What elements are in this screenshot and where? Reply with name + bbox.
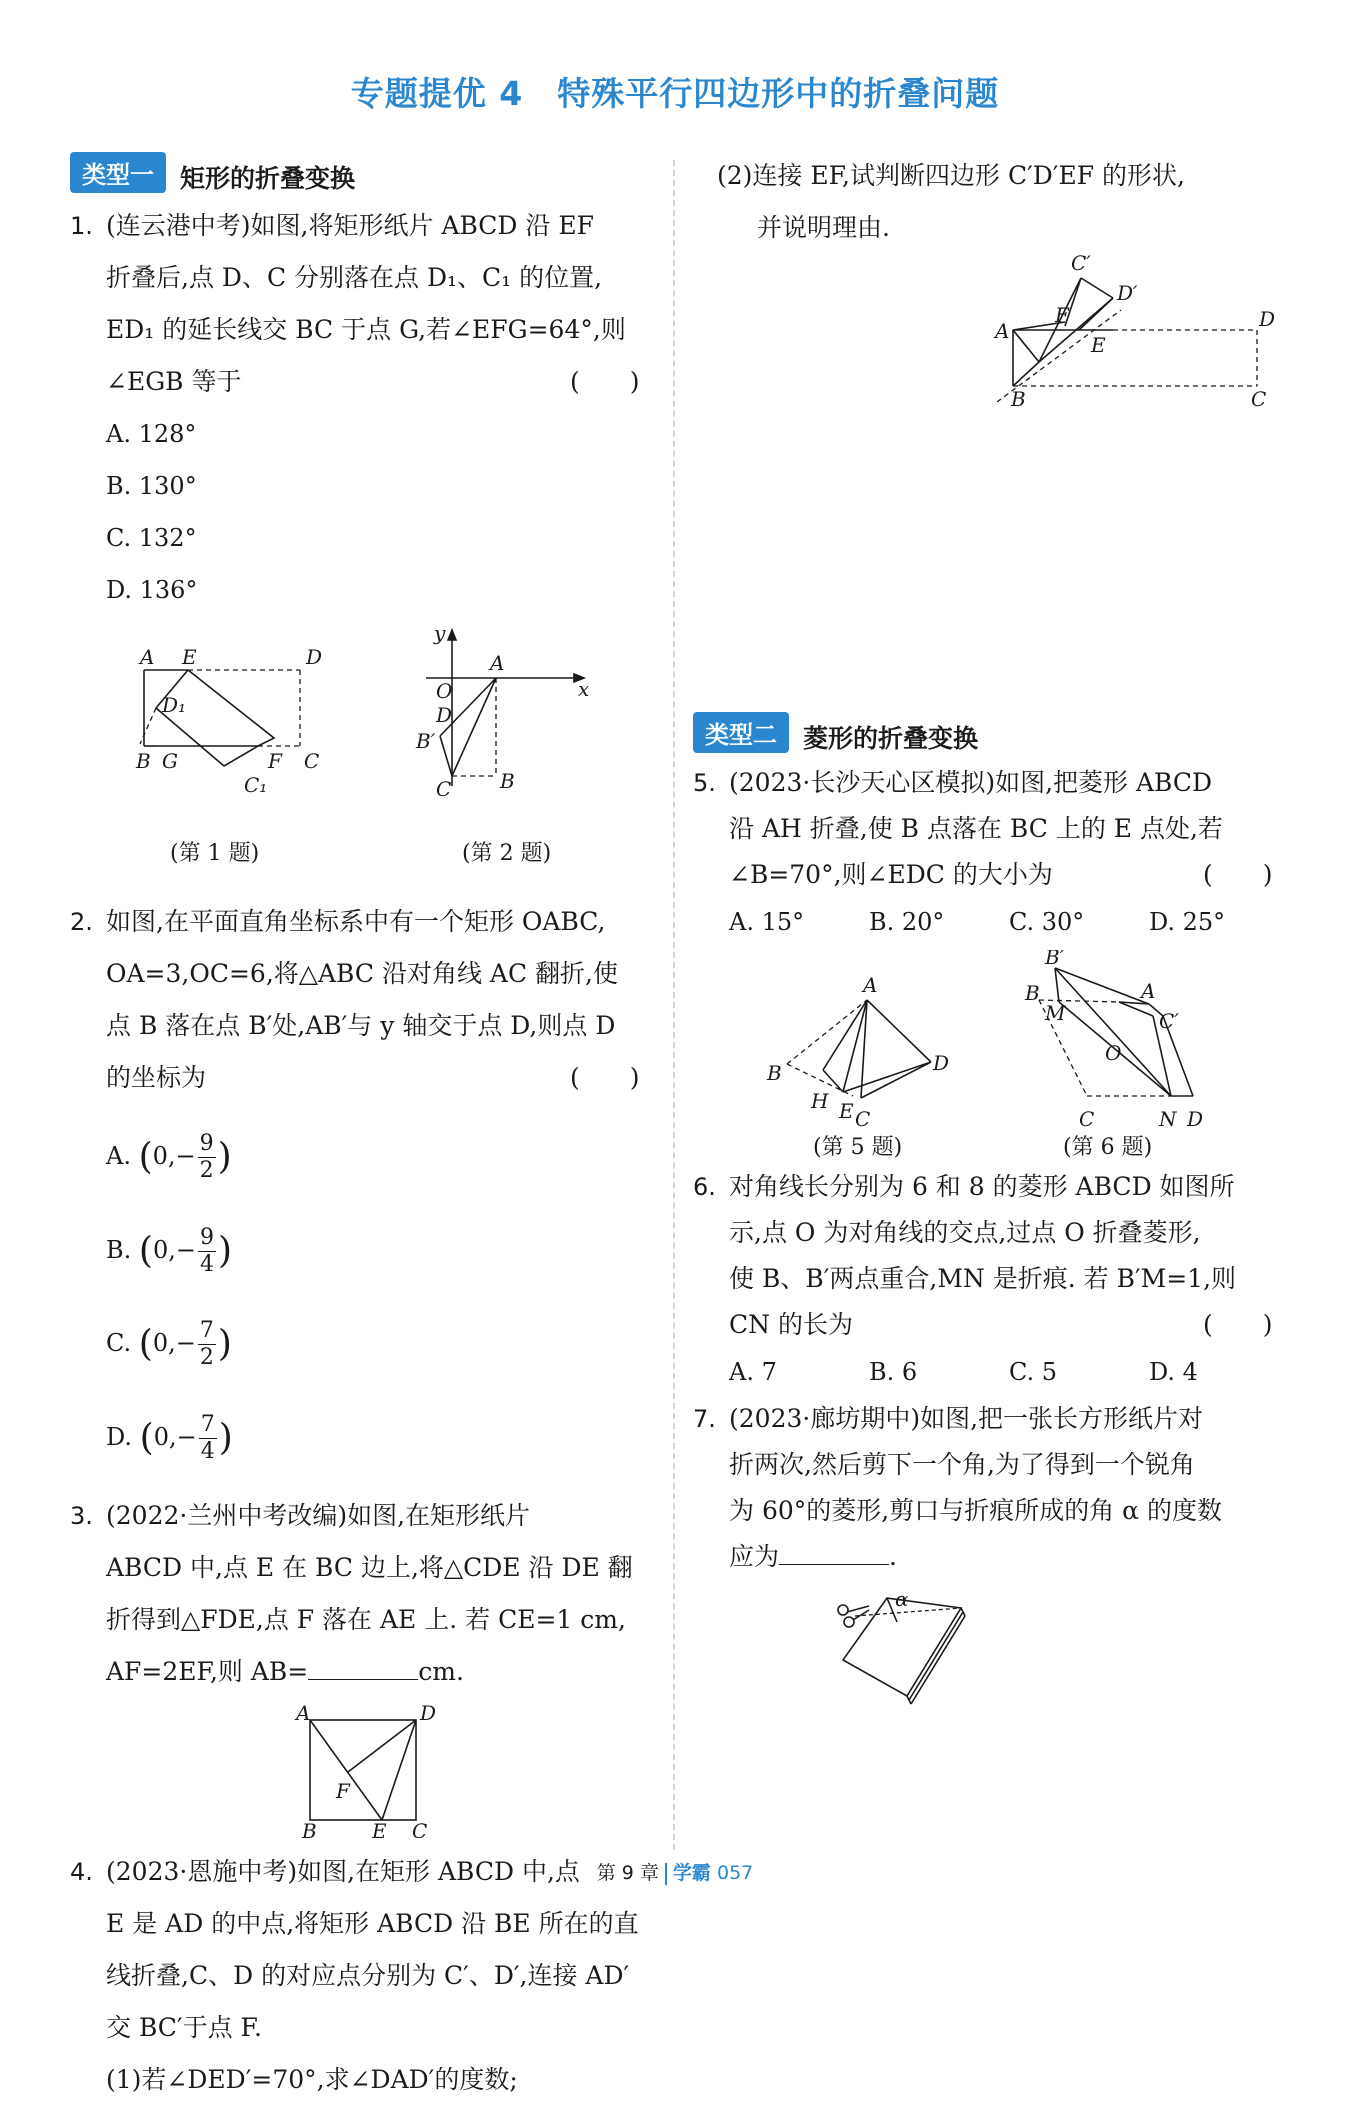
q5-line-2: 沿 AH 折叠,使 B 点落在 BC 上的 E 点处,若 [729, 814, 1223, 843]
svg-text:B: B [136, 749, 151, 773]
svg-text:B: B [500, 769, 515, 793]
q3-line-1: 3. (2022·兰州中考改编)如图,在矩形纸片 [106, 1490, 660, 1542]
scissors-icon [838, 1605, 869, 1627]
svg-text:D′: D′ [1117, 281, 1138, 305]
svg-text:F: F [268, 749, 282, 773]
figure-4 [693, 254, 1293, 466]
q7-line-4: 应为 . [729, 1542, 897, 1571]
right-column [693, 150, 1293, 1710]
svg-text:G: G [162, 749, 178, 773]
q1-line-1: 1. (连云港中考)如图,将矩形纸片 ABCD 沿 EF [106, 200, 660, 252]
svg-text:D: D [420, 1701, 437, 1725]
q3-answer-blank[interactable] [308, 1657, 418, 1680]
type2-header [693, 710, 1293, 754]
column-divider [673, 160, 675, 1850]
q6-option-b[interactable]: B. 6 [869, 1358, 918, 1386]
q5-option-d[interactable]: D. 25° [1149, 908, 1226, 936]
svg-text:F: F [336, 1779, 350, 1803]
svg-text:C′: C′ [1159, 1009, 1179, 1033]
svg-text:O: O [436, 679, 453, 703]
q4-number: 4. [70, 1858, 93, 1886]
q4-part-2-line-2: 并说明理由. [757, 213, 890, 242]
svg-text:A: A [490, 651, 505, 675]
svg-text:B′: B′ [1045, 950, 1065, 969]
svg-text:M: M [1045, 1001, 1066, 1025]
q5-option-b[interactable]: B. 20° [869, 908, 945, 936]
svg-text:B: B [1025, 981, 1040, 1005]
q2-options [70, 1110, 660, 1484]
q1-option-c[interactable]: C. 132° [106, 524, 197, 552]
svg-text:B′: B′ [416, 729, 436, 753]
page-footer [0, 1858, 1350, 1885]
q6-option-d[interactable]: D. 4 [1149, 1358, 1198, 1386]
q7-line-3: 为 60°的菱形,剪口与折痕所成的角 α 的度数 [729, 1496, 1222, 1525]
svg-text:E: E [1091, 333, 1106, 357]
left-column [70, 150, 660, 2106]
svg-text:C′: C′ [1071, 254, 1091, 275]
q1-line-4: ∠EGB 等于 ( ) [106, 356, 660, 408]
svg-text:H: H [811, 1089, 829, 1113]
svg-text:x: x [578, 677, 590, 701]
svg-text:C: C [1251, 387, 1267, 411]
q2-option-d[interactable]: D. (0,− $\frac{7}{4}$ ) [106, 1411, 233, 1464]
svg-text:B: B [302, 1819, 317, 1838]
figure-2-caption: (第 2 题) [462, 841, 552, 866]
figure-3 [70, 1698, 660, 1838]
svg-text:A: A [863, 973, 878, 997]
q4-part-1: (1)若∠DED′=70°,求∠DAD′的度数; [106, 2065, 518, 2094]
svg-text:E: E [372, 1819, 387, 1838]
q7-line-2: 折两次,然后剪下一个角,为了得到一个锐角 [729, 1450, 1195, 1479]
answer-space [693, 466, 1293, 710]
q2-option-a[interactable]: A. (0,− $\frac{9}{2}$ ) [106, 1131, 232, 1183]
q6-option-c[interactable]: C. 5 [1009, 1358, 1058, 1386]
figure-1-caption: (第 1 题) [170, 841, 260, 866]
q6-options [693, 1348, 1293, 1396]
q4-line-2: E 是 AD 的中点,将矩形 ABCD 沿 BE 所在的直 [106, 1909, 639, 1938]
svg-text:D₁: D₁ [162, 693, 187, 717]
svg-text:B: B [1011, 387, 1026, 411]
q1-option-b[interactable]: B. 130° [106, 472, 197, 500]
figure-7 [693, 1580, 1293, 1710]
q4-part-2 [693, 150, 1293, 254]
q5-line-3: ∠B=70°,则∠EDC 的大小为 ( ) [729, 852, 1293, 898]
type1-title: 矩形的折叠变换 [180, 164, 356, 193]
svg-text:C: C [412, 1819, 428, 1838]
q1-line-3: ED₁ 的延长线交 BC 于点 G,若∠EFG=64°,则 [106, 315, 626, 344]
footer-separator [665, 1863, 667, 1885]
svg-text:C: C [855, 1107, 871, 1130]
question-1 [70, 200, 660, 408]
svg-text:A: A [296, 1701, 311, 1725]
type1-badge: 类型一 [70, 152, 166, 193]
q7-answer-blank[interactable] [779, 1542, 889, 1565]
svg-text:D: D [306, 645, 323, 669]
q2-line-4: 的坐标为 ( ) [106, 1052, 660, 1104]
q3-line-3: 折得到△FDE,点 F 落在 AE 上. 若 CE=1 cm, [106, 1605, 626, 1634]
q2-line-2: OA=3,OC=6,将△ABC 沿对角线 AC 翻折,使 [106, 959, 618, 988]
q4-line-4: 交 BC′于点 F. [106, 2013, 262, 2042]
svg-text:O: O [1105, 1041, 1122, 1065]
svg-text:D: D [933, 1051, 950, 1075]
q4-part-2-line-1: (2)连接 EF,试判断四边形 C′D′EF 的形状, [717, 161, 1185, 190]
svg-text:y: y [434, 626, 446, 645]
q4-line-1: 4. (2023·恩施中考)如图,在矩形 ABCD 中,点 [106, 1846, 660, 1898]
q2-answer-paren: ( ) [570, 1063, 640, 1092]
q6-answer-paren: ( ) [1203, 1310, 1273, 1339]
svg-text:C: C [436, 777, 452, 801]
figure-5-caption: (第 5 题) [813, 1135, 903, 1160]
figure-2 [70, 626, 660, 846]
q1-answer-paren: ( ) [570, 367, 640, 396]
q2-option-b[interactable]: B. (0,− $\frac{9}{4}$ ) [106, 1224, 233, 1277]
q1-number: 1. [70, 212, 93, 240]
question-7 [693, 1396, 1293, 1580]
svg-text:D: D [436, 703, 453, 727]
svg-text:E: E [839, 1099, 854, 1123]
type2-badge: 类型二 [693, 712, 789, 753]
question-4 [70, 1846, 660, 2106]
question-3 [70, 1490, 660, 1698]
page-title: 专题提优 4 特殊平行四边形中的折叠问题 [350, 74, 1000, 113]
q2-line-3: 点 B 落在点 B′处,AB′与 y 轴交于点 D,则点 D [106, 1011, 616, 1040]
q1-options [70, 408, 660, 616]
q5-option-c[interactable]: C. 30° [1009, 908, 1085, 936]
svg-text:A: A [1141, 979, 1156, 1003]
q1-option-d[interactable]: D. 136° [106, 576, 198, 604]
q5-line-1: 5. (2023·长沙天心区模拟)如图,把菱形 ABCD [729, 760, 1293, 806]
q7-number: 7. [693, 1405, 716, 1433]
q3-line-2: ABCD 中,点 E 在 BC 边上,将△CDE 沿 DE 翻 [106, 1553, 633, 1582]
svg-text:F: F [1055, 303, 1069, 327]
q1-option-a[interactable]: A. 128° [106, 420, 197, 448]
svg-text:A: A [995, 319, 1010, 343]
svg-text:C₁: C₁ [244, 773, 268, 797]
q6-number: 6. [693, 1173, 716, 1201]
svg-text:E: E [182, 645, 197, 669]
svg-text:B: B [767, 1061, 782, 1085]
question-6 [693, 1164, 1293, 1348]
q6-option-a[interactable]: A. 7 [729, 1358, 777, 1386]
figure-6-caption: (第 6 题) [1063, 1135, 1153, 1160]
q3-number: 3. [70, 1502, 93, 1530]
svg-text:C: C [1079, 1107, 1095, 1130]
brand-label: 学霸 [672, 1862, 711, 1884]
q1-line-2: 折叠后,点 D、C 分别落在点 D₁、C₁ 的位置, [106, 263, 603, 292]
q2-line-1: 2. 如图,在平面直角坐标系中有一个矩形 OABC, [106, 896, 660, 948]
q6-line-4: CN 的长为 ( ) [729, 1302, 1293, 1348]
q6-line-2: 示,点 O 为对角线的交点,过点 O 折叠菱形, [729, 1218, 1201, 1247]
question-2 [70, 896, 660, 1104]
figure-6 [693, 950, 1293, 1130]
svg-text:A: A [140, 645, 155, 669]
page-number: 057 [716, 1862, 754, 1884]
q5-option-a[interactable]: A. 15° [729, 908, 805, 936]
svg-text:N: N [1159, 1107, 1177, 1130]
q2-option-c[interactable]: C. (0,− $\frac{7}{2}$ ) [106, 1318, 232, 1370]
figures-5-6 [693, 950, 1293, 1164]
svg-text:D: D [1259, 307, 1276, 331]
q2-number: 2. [70, 908, 93, 936]
svg-text:D: D [1187, 1107, 1204, 1130]
q6-line-1: 6. 对角线长分别为 6 和 8 的菱形 ABCD 如图所 [729, 1164, 1293, 1210]
q6-line-3: 使 B、B′两点重合,MN 是折痕. 若 B′M=1,则 [729, 1264, 1237, 1293]
q5-number: 5. [693, 769, 716, 797]
chapter-label: 第 9 章 [596, 1862, 659, 1884]
question-5 [693, 760, 1293, 898]
type1-header [70, 150, 660, 194]
q7-line-1: 7. (2023·廊坊期中)如图,把一张长方形纸片对 [729, 1396, 1293, 1442]
figures-1-2 [70, 626, 660, 896]
q3-line-4: AF=2EF,则 AB= cm. [106, 1657, 464, 1686]
q5-options [693, 898, 1293, 946]
svg-text:α: α [895, 1587, 909, 1611]
q4-line-3: 线折叠,C、D 的对应点分别为 C′、D′,连接 AD′ [106, 1961, 630, 1990]
type2-title: 菱形的折叠变换 [803, 724, 979, 753]
svg-text:C: C [304, 749, 320, 773]
q5-answer-paren: ( ) [1203, 860, 1273, 889]
